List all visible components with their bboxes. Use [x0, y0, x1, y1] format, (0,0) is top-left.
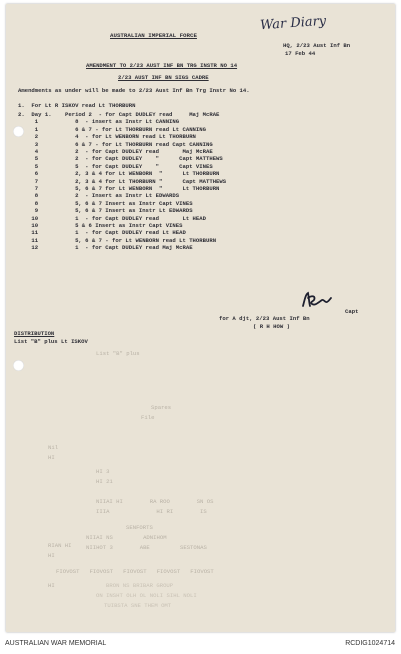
amendment-line: 1 8 - insert as Instr Lt CANNING — [18, 118, 180, 126]
bleed-line: HI — [48, 454, 55, 461]
signature-rank: Capt — [345, 308, 359, 315]
distribution-list: List "B" plus Lt ISKOV — [14, 338, 88, 345]
footer-record-id: RCDIG1024714 — [345, 640, 395, 647]
bleed-line: HI — [48, 552, 55, 559]
amendment-line: 3 6 & 7 - for Lt THORBURN read Capt CANNING — [18, 140, 213, 148]
handwritten-note: War Diary — [259, 13, 327, 34]
document-page — [6, 4, 395, 632]
bleed-line: FIOVOST FIOVOST FIOVOST FIOVOST FIOVOST — [56, 568, 214, 575]
signature-title: for A djt, 2/23 Aust Inf Bn — [219, 315, 310, 322]
amendment-line: 10 1 - for Capt DUDLEY read Lt HEAD — [18, 214, 206, 222]
unit-heading: HQ, 2/23 Aust Inf Bn — [283, 42, 351, 49]
bleed-line: SENFORTS — [126, 524, 153, 531]
punch-hole — [13, 360, 24, 371]
bleed-line: ON INSHT OLH OL NOLI SIHL NOLI — [96, 592, 197, 599]
bleed-line: HI — [48, 582, 55, 589]
bleed-line: IIIA HI RI IS — [96, 508, 207, 515]
amendment-line: 11 5, 6 & 7 - for Lt WENBORN read Lt THORBURN — [18, 236, 217, 244]
subject-line-2: 2/23 AUST INF BN SIGS CADRE — [118, 74, 209, 81]
bleed-line: NIIAI HI RA ROO SN OS — [96, 498, 214, 505]
amendment-line: 2 4 - for Lt WENBORN read Lt THORBURN — [18, 133, 196, 141]
amendment-line: 7 2, 3 & 4 for Lt THORBURN " Capt MATTHEWS — [18, 177, 227, 185]
signature-name: ( R H HOW ) — [253, 323, 290, 330]
amendment-line: 5 5 - for Capt DUDLEY " Capt VINES — [18, 162, 213, 170]
amendment-line: 6 2, 3 & 4 for Lt WENBORN " Lt THORBURN — [18, 170, 220, 178]
bleed-line: Spares — [151, 404, 172, 411]
bleed-line: HI 3 — [96, 468, 110, 475]
archive-footer — [0, 636, 401, 654]
amendment-line: 1 6 & 7 - for Lt THORBURN read Lt CANNING — [18, 125, 206, 133]
amendment-line: 11 1 - for Capt DUDLEY read Lt HEAD — [18, 229, 186, 237]
bleed-line: RIAN HI — [48, 542, 72, 549]
amendment-line: 2. Day 1. Period 2 - for Capt DUDLEY read Maj McRAE — [18, 111, 220, 118]
amendment-line: 8 5, 6 & 7 Insert as Instr Capt VINES — [18, 199, 193, 207]
bleed-line: BRON NS BRIBAR GROUP — [106, 582, 174, 589]
bleed-line: HI 21 — [96, 478, 113, 485]
amendment-line: 12 1 - for Capt DUDLEY read Maj McRAE — [18, 244, 193, 252]
amendment-item-1: 1. For Lt R ISKOV read Lt THORBURN — [18, 102, 136, 109]
amendment-line: 7 5, 6 & 7 for Lt WENBORN " Lt THORBURN — [18, 185, 220, 192]
bleed-line: TUIBSTA SNE THEM OMT — [104, 602, 172, 609]
bleed-line: NIIAI NS ADNIHOM — [86, 534, 167, 541]
document-title: AUSTRALIAN IMPERIAL FORCE — [110, 32, 197, 39]
footer-institution: AUSTRALIAN WAR MEMORIAL — [5, 640, 107, 647]
subject-line: AMENDMENT TO 2/23 AUST INF BN TRG INSTR NO 14 — [86, 62, 238, 69]
amendment-line: 10 5 & 6 Insert as Instr Capt VINES — [18, 222, 183, 229]
bleed-line: File — [141, 414, 155, 421]
bleed-line: Nil — [48, 444, 59, 451]
amendment-line: 8 2 - Insert as Instr Lt EDWARDS — [18, 192, 180, 200]
amendment-line: 4 2 - for Capt DUDLEY read Maj McRAE — [18, 148, 213, 155]
bleed-line: NIIHOT 3 ABE SESTONAS — [86, 544, 207, 551]
document-date: 17 Feb 44 — [285, 50, 316, 57]
handwritten-signature — [300, 290, 334, 310]
distribution-heading: DISTRIBUTION — [14, 330, 55, 337]
bleed-line: List "B" plus — [96, 350, 140, 357]
intro-paragraph: Amendments as under will be made to 2/23 Aust Inf Bn Trg Instr No 14. — [18, 87, 250, 94]
amendment-line: 5 2 - for Capt DUDLEY " Capt MATTHEWS — [18, 155, 223, 163]
amendment-line: 9 5, 6 & 7 Insert as Instr Lt EDWARDS — [18, 207, 193, 215]
